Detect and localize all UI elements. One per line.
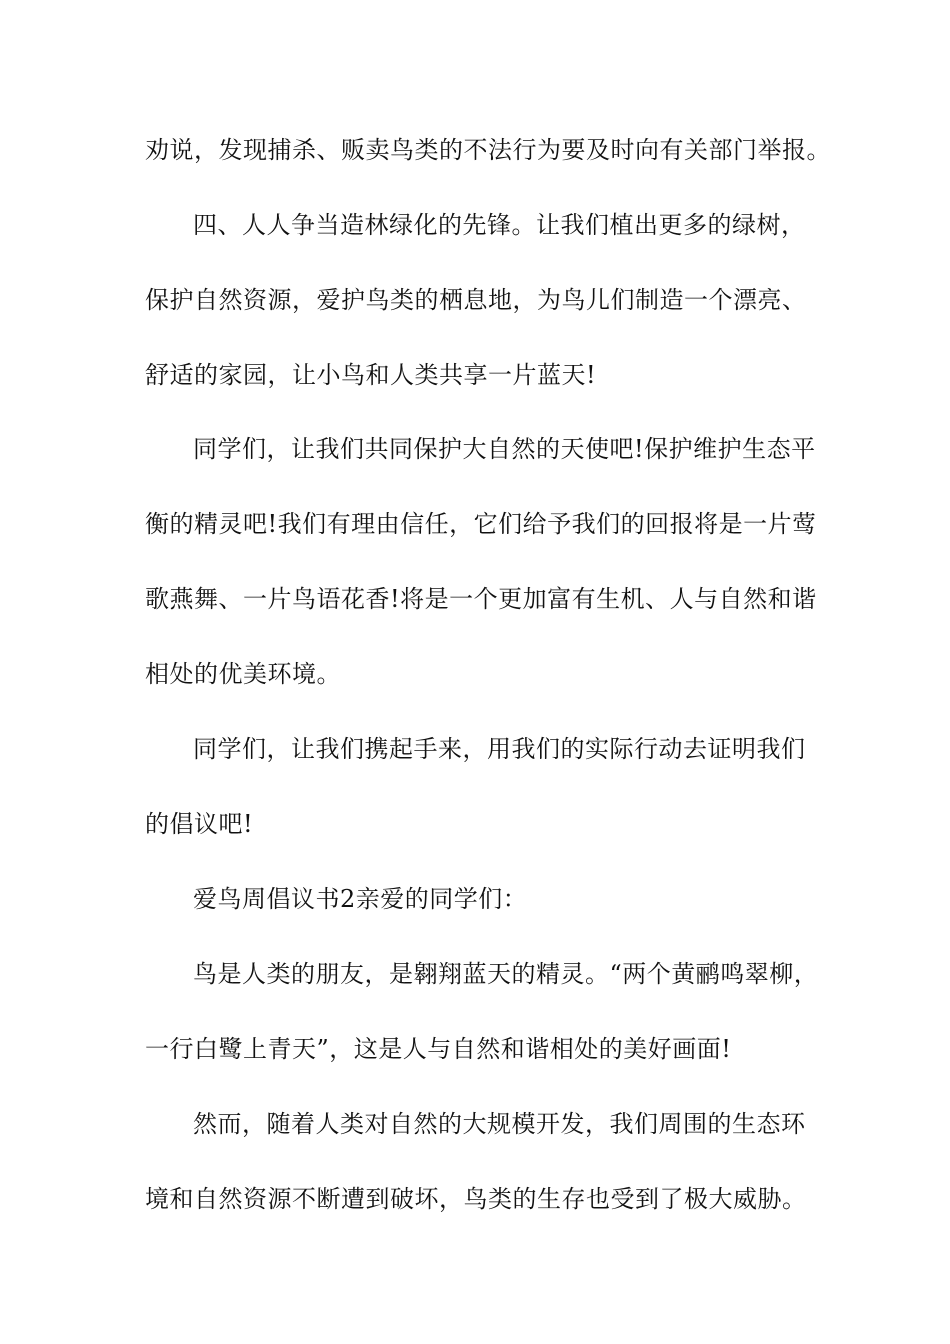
text-line: 劝说，发现捕杀、贩卖鸟类的不法行为要及时向有关部门举报。 [145, 136, 831, 164]
text-line: 鸟是人类的朋友，是翱翔蓝天的精灵。“两个黄鹂鸣翠柳， [193, 960, 819, 988]
text-line: 爱鸟周倡议书2亲爱的同学们： [193, 885, 528, 913]
text-line: 保护自然资源，爱护鸟类的栖息地，为鸟儿们制造一个漂亮、 [145, 286, 807, 314]
text-line: 境和自然资源不断遭到破坏，鸟类的生存也受到了极大威胁。 [145, 1185, 807, 1213]
text-line: 然而，随着人类对自然的大规模开发，我们周围的生态环 [193, 1110, 806, 1138]
text-line: 同学们，让我们携起手来，用我们的实际行动去证明我们 [193, 735, 806, 763]
text-line: 相处的优美环境。 [145, 660, 341, 688]
text-line: 四、人人争当造林绿化的先锋。让我们植出更多的绿树， [193, 211, 806, 239]
text-line: 同学们，让我们共同保护大自然的天使吧!保护维护生态平 [193, 435, 816, 463]
text-line: 歌燕舞、一片鸟语花香!将是一个更加富有生机、人与自然和谐 [145, 585, 817, 613]
text-line: 舒适的家园，让小鸟和人类共享一片蓝天! [145, 361, 597, 389]
text-line: 的倡议吧! [145, 810, 254, 838]
text-line: 衡的精灵吧!我们有理由信任，它们给予我们的回报将是一片莺 [145, 510, 817, 538]
text-line: 一行白鹭上青天”，这是人与自然和谐相处的美好画面! [145, 1035, 732, 1063]
